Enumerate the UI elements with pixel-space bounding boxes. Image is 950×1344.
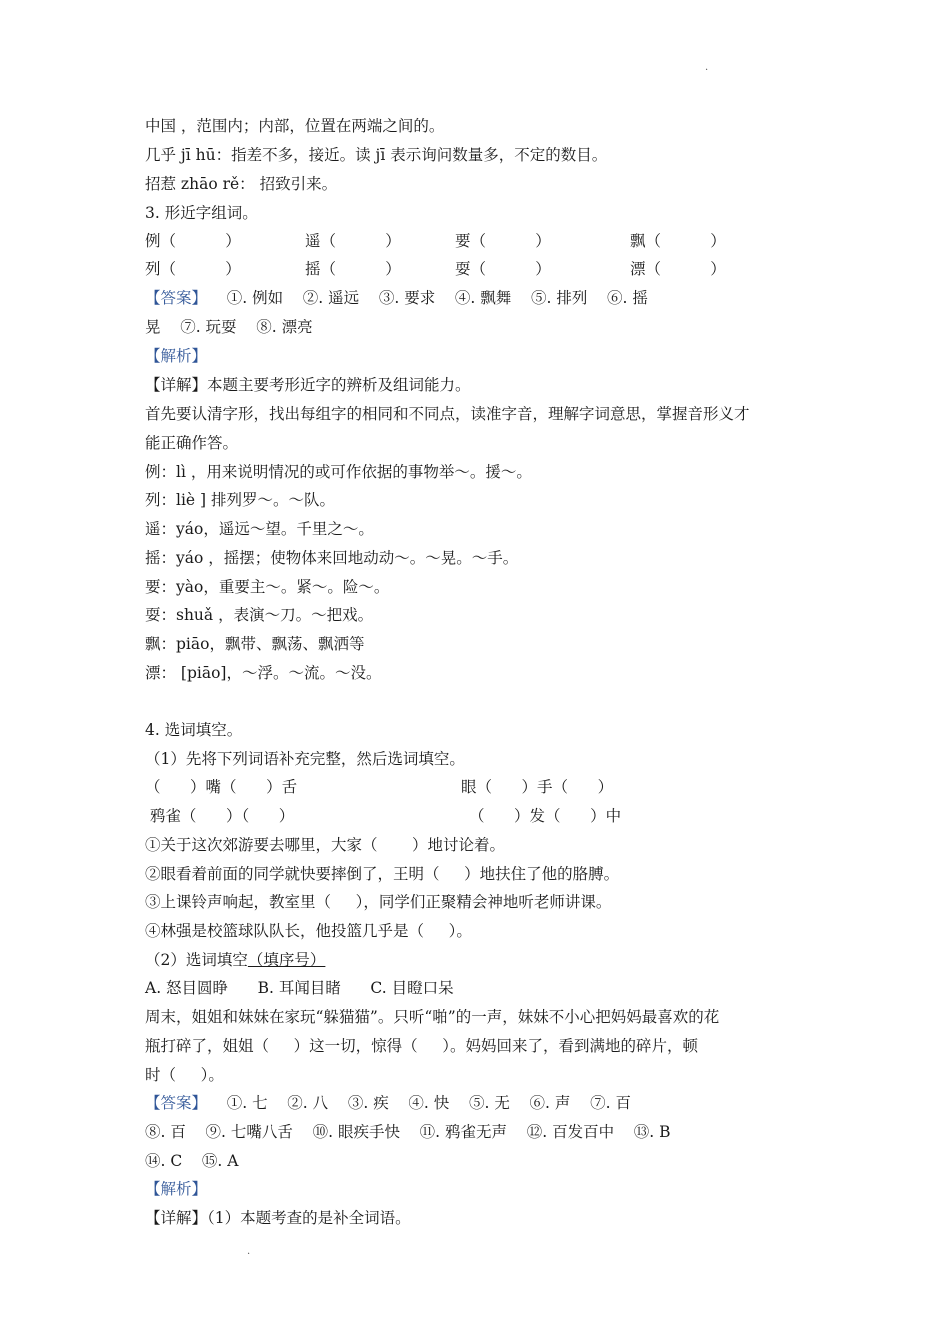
text-line: 几乎 jī hū：指差不多，接近。读 jī 表示询问数量多，不定的数目。 [145, 146, 608, 164]
q4-grid-cell: 鸦雀（ ）（ ） [145, 807, 295, 825]
text-line: 瓶打碎了，姐姐（ ）这一切，惊得（ ）。妈妈回来了，看到满地的碎片，顿 [145, 1037, 699, 1055]
text-line: 能正确作答。 [145, 434, 239, 452]
text-line: 列：liè ] 排列罗～。～队。 [145, 491, 335, 509]
detail-line: 【详解】（1）本题考查的是补全词语。 [145, 1209, 411, 1227]
sentence: ②眼看着前面的同学就快要摔倒了，王明（ ）地扶住了他的胳膊。 [145, 865, 620, 883]
analysis-label: 【解析】 [145, 347, 208, 365]
answer-text: ①. 例如 ②. 遥远 ③. 要求 ④. 飘舞 ⑤. 排列 ⑥. 摇 [207, 289, 648, 307]
q3-grid-cell: 列（ ） [145, 260, 241, 278]
fill-order-note: （填序号） [247, 951, 326, 969]
text-line: 中国 ，范围内；内部，位置在两端之间的。 [145, 117, 445, 135]
answer-line [145, 1093, 631, 1113]
detail-line: 【详解】本题主要考形近字的辨析及组词能力。 [145, 376, 471, 394]
q3-grid-cell: 摇（ ） [305, 260, 401, 278]
subquestion-2 [145, 950, 325, 970]
answer-continued: ⑭. C ⑮. A [145, 1152, 239, 1170]
header-mark: . [705, 62, 709, 73]
q4-grid-cell: （ ）嘴（ ）舌 [145, 778, 298, 796]
answer-label: 【答案】 [145, 1094, 208, 1112]
q3-grid-cell: 漂（ ） [630, 260, 726, 278]
q3-grid-cell: 耍（ ） [455, 260, 551, 278]
text-line: 首先要认清字形，找出每组字的相同和不同点，读准字音，理解字词意思，掌握音形义才 [145, 405, 750, 423]
text-line: 遥：yáo，遥远～望。千里之～。 [145, 520, 374, 538]
q3-grid-row-2 [145, 259, 805, 279]
q4-grid-cell: 眼（ ）手（ ） [461, 778, 614, 796]
text-line: 时（ ）。 [145, 1066, 224, 1084]
subquestion-2-label: （2）选词填空 [145, 951, 248, 969]
text-line: 漂： [piāo]，～浮。～流。～没。 [145, 664, 382, 682]
q3-grid-cell: 例（ ） [145, 232, 241, 250]
question-4-title: 4. 选词填空。 [145, 721, 243, 739]
q4-grid-row-1 [145, 777, 805, 797]
text-line: 周末，姐姐和妹妹在家玩“躲猫猫”。只听“啪”的一声，妹妹不小心把妈妈最喜欢的花 [145, 1008, 720, 1026]
q4-grid-row-2 [145, 806, 805, 826]
text-line: 招惹 zhāo rě： 招致引来。 [145, 175, 338, 193]
answer-continued: 晃 ⑦. 玩耍 ⑧. 漂亮 [145, 318, 313, 336]
text-line: 摇：yáo ，摇摆；使物体来回地动动～。～晃。～手。 [145, 549, 519, 567]
q3-grid-cell: 遥（ ） [305, 232, 401, 250]
sentence: ④林强是校篮球队队长，他投篮几乎是（ ）。 [145, 922, 472, 940]
q4-grid-cell: （ ）发（ ）中 [469, 807, 622, 825]
sentence: ③上课铃声响起，教室里（ ），同学们正聚精会神地听老师讲课。 [145, 893, 612, 911]
sentence: ①关于这次郊游要去哪里，大家（ ）地讨论着。 [145, 836, 505, 854]
options-line: A. 怒目圆睁 B. 耳闻目睹 C. 目瞪口呆 [145, 979, 454, 997]
question-3-title: 3. 形近字组词。 [145, 204, 258, 222]
q3-grid-cell: 要（ ） [455, 232, 551, 250]
text-line: 要：yào，重要主～。紧～。险～。 [145, 578, 390, 596]
analysis-label: 【解析】 [145, 1180, 208, 1198]
answer-continued: ⑧. 百 ⑨. 七嘴八舌 ⑩. 眼疾手快 ⑪. 鸦雀无声 ⑫. 百发百中 ⑬. B [145, 1123, 671, 1141]
q3-grid-row-1 [145, 231, 805, 251]
answer-line [145, 288, 648, 308]
answer-text: ①. 七 ②. 八 ③. 疾 ④. 快 ⑤. 无 ⑥. 声 ⑦. 百 [207, 1094, 631, 1112]
footer-mark: . [247, 1246, 251, 1257]
text-line: 飘：piāo，飘带、飘荡、飘洒等 [145, 635, 365, 653]
q3-grid-cell: 飘（ ） [630, 232, 726, 250]
text-line: 耍：shuǎ ，表演～刀。～把戏。 [145, 606, 374, 624]
text-line: （1）先将下列词语补充完整，然后选词填空。 [145, 750, 465, 768]
text-line: 例：lì ，用来说明情况的或可作依据的事物举～。援～。 [145, 463, 532, 481]
answer-label: 【答案】 [145, 289, 208, 307]
